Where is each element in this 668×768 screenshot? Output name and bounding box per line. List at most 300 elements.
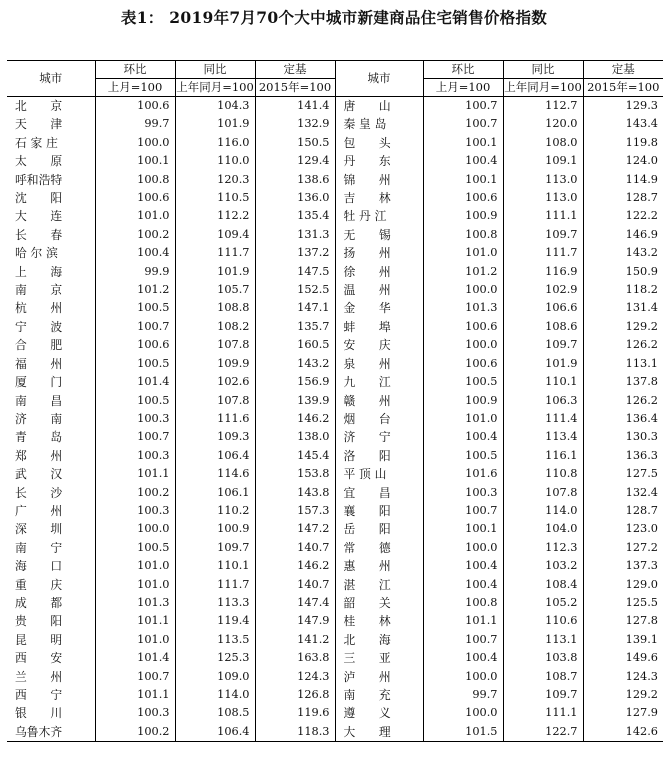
yoy-subheader-left: 上年同月=100 — [175, 79, 255, 97]
yoy-cell: 109.4 — [175, 226, 255, 244]
city-cell: 重 庆 — [15, 577, 63, 592]
city-cell: 烟 台 — [335, 410, 423, 428]
mom-cell: 101.2 — [423, 263, 503, 281]
base-cell: 141.4 — [255, 97, 335, 116]
mom-cell: 101.1 — [95, 686, 175, 704]
table-row — [7, 281, 663, 299]
city-cell: 蚌 埠 — [335, 318, 423, 336]
city-cell: 青 岛 — [15, 430, 63, 445]
city-cell: 泉 州 — [335, 355, 423, 373]
mom-cell: 100.8 — [423, 226, 503, 244]
base-cell: 150.5 — [255, 134, 335, 152]
base-cell: 119.6 — [255, 704, 335, 722]
yoy-cell: 113.4 — [503, 428, 583, 446]
city-cell: 三 亚 — [335, 649, 423, 667]
base-cell: 150.9 — [583, 263, 663, 281]
mom-subheader-right: 上月=100 — [423, 79, 503, 97]
city-cell: 泸 州 — [335, 668, 423, 686]
city-cell: 秦 皇 岛 — [335, 115, 423, 133]
base-cell: 137.2 — [255, 244, 335, 262]
city-cell: 唐 山 — [335, 97, 423, 116]
yoy-cell: 109.0 — [175, 668, 255, 686]
mom-cell: 100.7 — [423, 502, 503, 520]
table-row — [7, 704, 663, 722]
table-row — [7, 244, 663, 262]
mom-cell: 101.0 — [423, 410, 503, 428]
base-cell: 128.7 — [583, 502, 663, 520]
base-cell: 141.2 — [255, 631, 335, 649]
base-cell: 132.9 — [255, 115, 335, 133]
yoy-cell: 108.0 — [503, 134, 583, 152]
mom-cell: 100.5 — [95, 299, 175, 317]
mom-cell: 100.5 — [95, 539, 175, 557]
base-cell: 136.0 — [255, 189, 335, 207]
yoy-cell: 116.0 — [175, 134, 255, 152]
city-cell: 长 沙 — [15, 485, 63, 500]
city-cell: 银 川 — [15, 706, 63, 721]
yoy-cell: 109.7 — [503, 226, 583, 244]
table-row — [7, 410, 663, 428]
mom-cell: 100.6 — [423, 318, 503, 336]
city-cell: 天 津 — [15, 117, 63, 132]
base-cell: 129.2 — [583, 686, 663, 704]
city-cell: 济 宁 — [335, 428, 423, 446]
city-cell: 洛 阳 — [335, 447, 423, 465]
mom-cell: 101.1 — [423, 612, 503, 630]
table-row — [7, 631, 663, 649]
base-cell: 138.6 — [255, 171, 335, 189]
yoy-cell: 110.1 — [175, 557, 255, 575]
table-row — [7, 115, 663, 133]
table-row — [7, 226, 663, 244]
yoy-cell: 111.6 — [175, 410, 255, 428]
yoy-cell: 116.1 — [503, 447, 583, 465]
yoy-cell: 113.3 — [175, 594, 255, 612]
base-cell: 126.2 — [583, 336, 663, 354]
table-row — [7, 539, 663, 557]
mom-header-right: 环比 — [423, 61, 503, 79]
city-cell: 桂 林 — [335, 612, 423, 630]
table-row — [7, 392, 663, 410]
base-cell: 140.7 — [255, 576, 335, 594]
yoy-cell: 107.8 — [503, 484, 583, 502]
city-cell: 大 理 — [335, 723, 423, 742]
city-cell: 广 州 — [15, 503, 63, 518]
base-cell: 137.3 — [583, 557, 663, 575]
yoy-cell: 108.2 — [175, 318, 255, 336]
city-cell: 北 海 — [335, 631, 423, 649]
base-cell: 127.5 — [583, 465, 663, 483]
yoy-cell: 113.1 — [503, 631, 583, 649]
base-cell: 146.2 — [255, 410, 335, 428]
city-cell: 岳 阳 — [335, 520, 423, 538]
base-cell: 127.8 — [583, 612, 663, 630]
yoy-cell: 120.0 — [503, 115, 583, 133]
city-cell: 太 原 — [15, 154, 63, 169]
base-cell: 129.0 — [583, 576, 663, 594]
yoy-cell: 120.3 — [175, 171, 255, 189]
base-cell: 136.3 — [583, 447, 663, 465]
table-title: 表1： 2019年7月70个大中城市新建商品住宅销售价格指数 — [120, 8, 548, 27]
base-cell: 156.9 — [255, 373, 335, 391]
city-cell: 常 德 — [335, 539, 423, 557]
yoy-cell: 109.7 — [503, 686, 583, 704]
base-cell: 135.4 — [255, 207, 335, 225]
mom-cell: 100.3 — [95, 410, 175, 428]
yoy-cell: 107.8 — [175, 336, 255, 354]
city-header-right: 城市 — [335, 61, 423, 97]
mom-cell: 100.5 — [423, 373, 503, 391]
yoy-cell: 112.3 — [503, 539, 583, 557]
mom-cell: 101.3 — [95, 594, 175, 612]
base-cell: 140.7 — [255, 539, 335, 557]
base-cell: 123.0 — [583, 520, 663, 538]
city-cell: 沈 阳 — [15, 191, 63, 206]
mom-cell: 100.7 — [95, 668, 175, 686]
city-cell: 赣 州 — [335, 392, 423, 410]
yoy-cell: 111.7 — [503, 244, 583, 262]
yoy-cell: 111.7 — [175, 244, 255, 262]
city-cell: 湛 江 — [335, 576, 423, 594]
yoy-cell: 113.5 — [175, 631, 255, 649]
city-cell: 襄 阳 — [335, 502, 423, 520]
city-cell: 上 海 — [15, 264, 63, 279]
yoy-cell: 103.8 — [503, 649, 583, 667]
base-cell: 137.8 — [583, 373, 663, 391]
mom-cell: 100.4 — [423, 557, 503, 575]
base-cell: 157.3 — [255, 502, 335, 520]
base-cell: 118.3 — [255, 723, 335, 742]
mom-cell: 99.9 — [95, 263, 175, 281]
mom-cell: 100.0 — [423, 704, 503, 722]
city-cell: 合 肥 — [15, 338, 63, 353]
base-cell: 143.8 — [255, 484, 335, 502]
table-row — [7, 557, 663, 575]
base-cell: 142.6 — [583, 723, 663, 742]
mom-cell: 100.2 — [95, 723, 175, 742]
mom-cell: 100.6 — [95, 97, 175, 116]
mom-cell: 100.1 — [423, 134, 503, 152]
city-cell: 锦 州 — [335, 171, 423, 189]
base-cell: 147.9 — [255, 612, 335, 630]
yoy-header-left: 同比 — [175, 61, 255, 79]
yoy-cell: 102.9 — [503, 281, 583, 299]
mom-cell: 100.4 — [423, 576, 503, 594]
base-subheader-right: 2015年=100 — [583, 79, 663, 97]
city-cell: 成 都 — [15, 595, 63, 610]
base-cell: 147.4 — [255, 594, 335, 612]
city-cell: 南 宁 — [15, 540, 63, 555]
base-cell: 139.9 — [255, 392, 335, 410]
mom-cell: 100.1 — [95, 152, 175, 170]
mom-cell: 101.6 — [423, 465, 503, 483]
city-cell: 哈 尔 滨 — [15, 246, 58, 261]
city-cell: 安 庆 — [335, 336, 423, 354]
mom-cell: 101.0 — [95, 207, 175, 225]
city-cell: 温 州 — [335, 281, 423, 299]
yoy-cell: 110.1 — [503, 373, 583, 391]
mom-cell: 101.4 — [95, 373, 175, 391]
base-cell: 129.4 — [255, 152, 335, 170]
base-cell: 124.3 — [583, 668, 663, 686]
table-row — [7, 355, 663, 373]
base-cell: 153.8 — [255, 465, 335, 483]
yoy-cell: 111.1 — [503, 704, 583, 722]
city-cell: 宜 昌 — [335, 484, 423, 502]
base-cell: 125.5 — [583, 594, 663, 612]
base-cell: 114.9 — [583, 171, 663, 189]
base-cell: 147.5 — [255, 263, 335, 281]
city-cell: 呼和浩特 — [15, 172, 63, 187]
yoy-cell: 108.4 — [503, 576, 583, 594]
mom-cell: 100.0 — [423, 336, 503, 354]
base-header-right: 定基 — [583, 61, 663, 79]
yoy-cell: 114.0 — [175, 686, 255, 704]
table-row — [7, 502, 663, 520]
mom-cell: 100.4 — [423, 649, 503, 667]
mom-cell: 100.6 — [423, 355, 503, 373]
yoy-cell: 100.9 — [175, 520, 255, 538]
table-row — [7, 465, 663, 483]
yoy-cell: 116.9 — [503, 263, 583, 281]
mom-cell: 100.6 — [423, 189, 503, 207]
base-cell: 149.6 — [583, 649, 663, 667]
table-row — [7, 686, 663, 704]
mom-cell: 100.2 — [95, 484, 175, 502]
yoy-cell: 105.7 — [175, 281, 255, 299]
city-cell: 西 安 — [15, 651, 63, 666]
mom-cell: 101.4 — [95, 649, 175, 667]
mom-cell: 101.2 — [95, 281, 175, 299]
yoy-subheader-right: 上年同月=100 — [503, 79, 583, 97]
city-cell: 武 汉 — [15, 467, 63, 482]
base-cell: 129.3 — [583, 97, 663, 116]
city-cell: 郑 州 — [15, 448, 63, 463]
table-row — [7, 520, 663, 538]
city-cell: 南 充 — [335, 686, 423, 704]
base-cell: 143.4 — [583, 115, 663, 133]
yoy-cell: 109.3 — [175, 428, 255, 446]
city-cell: 乌鲁木齐 — [7, 723, 95, 742]
city-header-left: 城市 — [7, 61, 95, 97]
base-cell: 127.2 — [583, 539, 663, 557]
yoy-cell: 112.7 — [503, 97, 583, 116]
table-row — [7, 152, 663, 170]
city-cell: 杭 州 — [15, 301, 63, 316]
yoy-cell: 104.3 — [175, 97, 255, 116]
city-cell: 韶 关 — [335, 594, 423, 612]
table-row — [7, 612, 663, 630]
mom-cell: 100.6 — [95, 336, 175, 354]
yoy-cell: 101.9 — [503, 355, 583, 373]
base-cell: 129.2 — [583, 318, 663, 336]
base-cell: 128.7 — [583, 189, 663, 207]
base-cell: 146.9 — [583, 226, 663, 244]
mom-cell: 100.8 — [423, 594, 503, 612]
city-cell: 惠 州 — [335, 557, 423, 575]
mom-cell: 100.5 — [95, 392, 175, 410]
city-cell: 兰 州 — [15, 669, 63, 684]
table-row — [7, 299, 663, 317]
yoy-cell: 111.1 — [503, 207, 583, 225]
mom-cell: 100.4 — [423, 152, 503, 170]
yoy-cell: 122.7 — [503, 723, 583, 742]
yoy-cell: 114.0 — [503, 502, 583, 520]
table-row — [7, 668, 663, 686]
table-row — [7, 373, 663, 391]
base-cell: 160.5 — [255, 336, 335, 354]
yoy-cell: 108.8 — [175, 299, 255, 317]
yoy-cell: 110.2 — [175, 502, 255, 520]
table-row — [7, 649, 663, 667]
mom-cell: 100.7 — [95, 428, 175, 446]
city-cell: 北 京 — [15, 99, 63, 113]
yoy-cell: 108.5 — [175, 704, 255, 722]
city-cell: 厦 门 — [15, 375, 63, 390]
yoy-cell: 104.0 — [503, 520, 583, 538]
yoy-cell: 106.4 — [175, 723, 255, 742]
base-cell: 118.2 — [583, 281, 663, 299]
base-cell: 126.2 — [583, 392, 663, 410]
yoy-cell: 114.6 — [175, 465, 255, 483]
yoy-cell: 107.8 — [175, 392, 255, 410]
table-row — [7, 207, 663, 225]
city-cell: 平 顶 山 — [335, 465, 423, 483]
base-cell: 138.0 — [255, 428, 335, 446]
mom-cell: 101.5 — [423, 723, 503, 742]
base-cell: 139.1 — [583, 631, 663, 649]
city-cell: 深 圳 — [15, 522, 63, 537]
yoy-cell: 113.0 — [503, 171, 583, 189]
yoy-cell: 119.4 — [175, 612, 255, 630]
yoy-cell: 102.6 — [175, 373, 255, 391]
mom-cell: 100.3 — [95, 447, 175, 465]
base-subheader-left: 2015年=100 — [255, 79, 335, 97]
base-cell: 147.1 — [255, 299, 335, 317]
yoy-cell: 110.5 — [175, 189, 255, 207]
yoy-cell: 106.1 — [175, 484, 255, 502]
city-cell: 长 春 — [15, 227, 63, 242]
city-cell: 南 京 — [15, 283, 63, 298]
mom-cell: 101.1 — [95, 465, 175, 483]
yoy-cell: 105.2 — [503, 594, 583, 612]
yoy-cell: 101.9 — [175, 263, 255, 281]
yoy-cell: 110.6 — [503, 612, 583, 630]
yoy-cell: 109.7 — [175, 539, 255, 557]
mom-cell: 100.1 — [423, 520, 503, 538]
base-cell: 127.9 — [583, 704, 663, 722]
city-cell: 石 家 庄 — [15, 135, 58, 150]
mom-cell: 100.4 — [95, 244, 175, 262]
base-cell: 124.0 — [583, 152, 663, 170]
mom-cell: 100.3 — [95, 502, 175, 520]
yoy-cell: 111.4 — [503, 410, 583, 428]
city-cell: 济 南 — [15, 411, 63, 426]
yoy-cell: 106.4 — [175, 447, 255, 465]
base-cell: 132.4 — [583, 484, 663, 502]
table-row — [7, 189, 663, 207]
table-row — [7, 171, 663, 189]
base-cell: 135.7 — [255, 318, 335, 336]
table-body — [7, 97, 663, 742]
yoy-cell: 109.9 — [175, 355, 255, 373]
yoy-cell: 106.6 — [503, 299, 583, 317]
mom-cell: 101.1 — [95, 612, 175, 630]
mom-cell: 100.7 — [423, 115, 503, 133]
table-row — [7, 447, 663, 465]
city-cell: 金 华 — [335, 299, 423, 317]
city-cell: 无 锡 — [335, 226, 423, 244]
city-cell: 九 江 — [335, 373, 423, 391]
yoy-cell: 110.0 — [175, 152, 255, 170]
table-row — [7, 576, 663, 594]
base-cell: 146.2 — [255, 557, 335, 575]
city-cell: 南 昌 — [15, 393, 63, 408]
base-cell: 163.8 — [255, 649, 335, 667]
base-cell: 143.2 — [255, 355, 335, 373]
base-cell: 126.8 — [255, 686, 335, 704]
yoy-cell: 113.0 — [503, 189, 583, 207]
city-cell: 牡 丹 江 — [335, 207, 423, 225]
city-cell: 丹 东 — [335, 152, 423, 170]
yoy-cell: 108.7 — [503, 668, 583, 686]
mom-cell: 100.0 — [423, 539, 503, 557]
base-cell: 152.5 — [255, 281, 335, 299]
mom-cell: 100.0 — [423, 668, 503, 686]
city-cell: 西 宁 — [15, 688, 63, 702]
mom-cell: 100.0 — [423, 281, 503, 299]
city-cell: 遵 义 — [335, 704, 423, 722]
mom-subheader-left: 上月=100 — [95, 79, 175, 97]
base-cell: 131.3 — [255, 226, 335, 244]
yoy-cell: 108.6 — [503, 318, 583, 336]
city-cell: 福 州 — [15, 356, 63, 371]
table-row — [7, 484, 663, 502]
mom-cell: 99.7 — [95, 115, 175, 133]
mom-cell: 101.0 — [95, 557, 175, 575]
yoy-header-right: 同比 — [503, 61, 583, 79]
mom-cell: 100.3 — [95, 704, 175, 722]
mom-cell: 100.0 — [95, 134, 175, 152]
city-cell: 宁 波 — [15, 319, 63, 334]
yoy-cell: 112.2 — [175, 207, 255, 225]
yoy-cell: 111.7 — [175, 576, 255, 594]
yoy-cell: 109.1 — [503, 152, 583, 170]
base-cell: 124.3 — [255, 668, 335, 686]
city-cell: 包 头 — [335, 134, 423, 152]
base-cell: 113.1 — [583, 355, 663, 373]
table-row — [7, 594, 663, 612]
mom-cell: 100.2 — [95, 226, 175, 244]
table-row — [7, 428, 663, 446]
city-cell: 昆 明 — [15, 632, 63, 647]
mom-cell: 100.7 — [423, 97, 503, 116]
base-cell: 143.2 — [583, 244, 663, 262]
base-cell: 145.4 — [255, 447, 335, 465]
yoy-cell: 109.7 — [503, 336, 583, 354]
mom-cell: 100.4 — [423, 428, 503, 446]
base-cell: 131.4 — [583, 299, 663, 317]
table-row — [7, 723, 663, 742]
base-cell: 122.2 — [583, 207, 663, 225]
table-row — [7, 263, 663, 281]
yoy-cell: 125.3 — [175, 649, 255, 667]
mom-cell: 100.5 — [95, 355, 175, 373]
mom-cell: 101.0 — [423, 244, 503, 262]
table-row — [7, 97, 663, 116]
yoy-cell: 110.8 — [503, 465, 583, 483]
mom-cell: 101.3 — [423, 299, 503, 317]
